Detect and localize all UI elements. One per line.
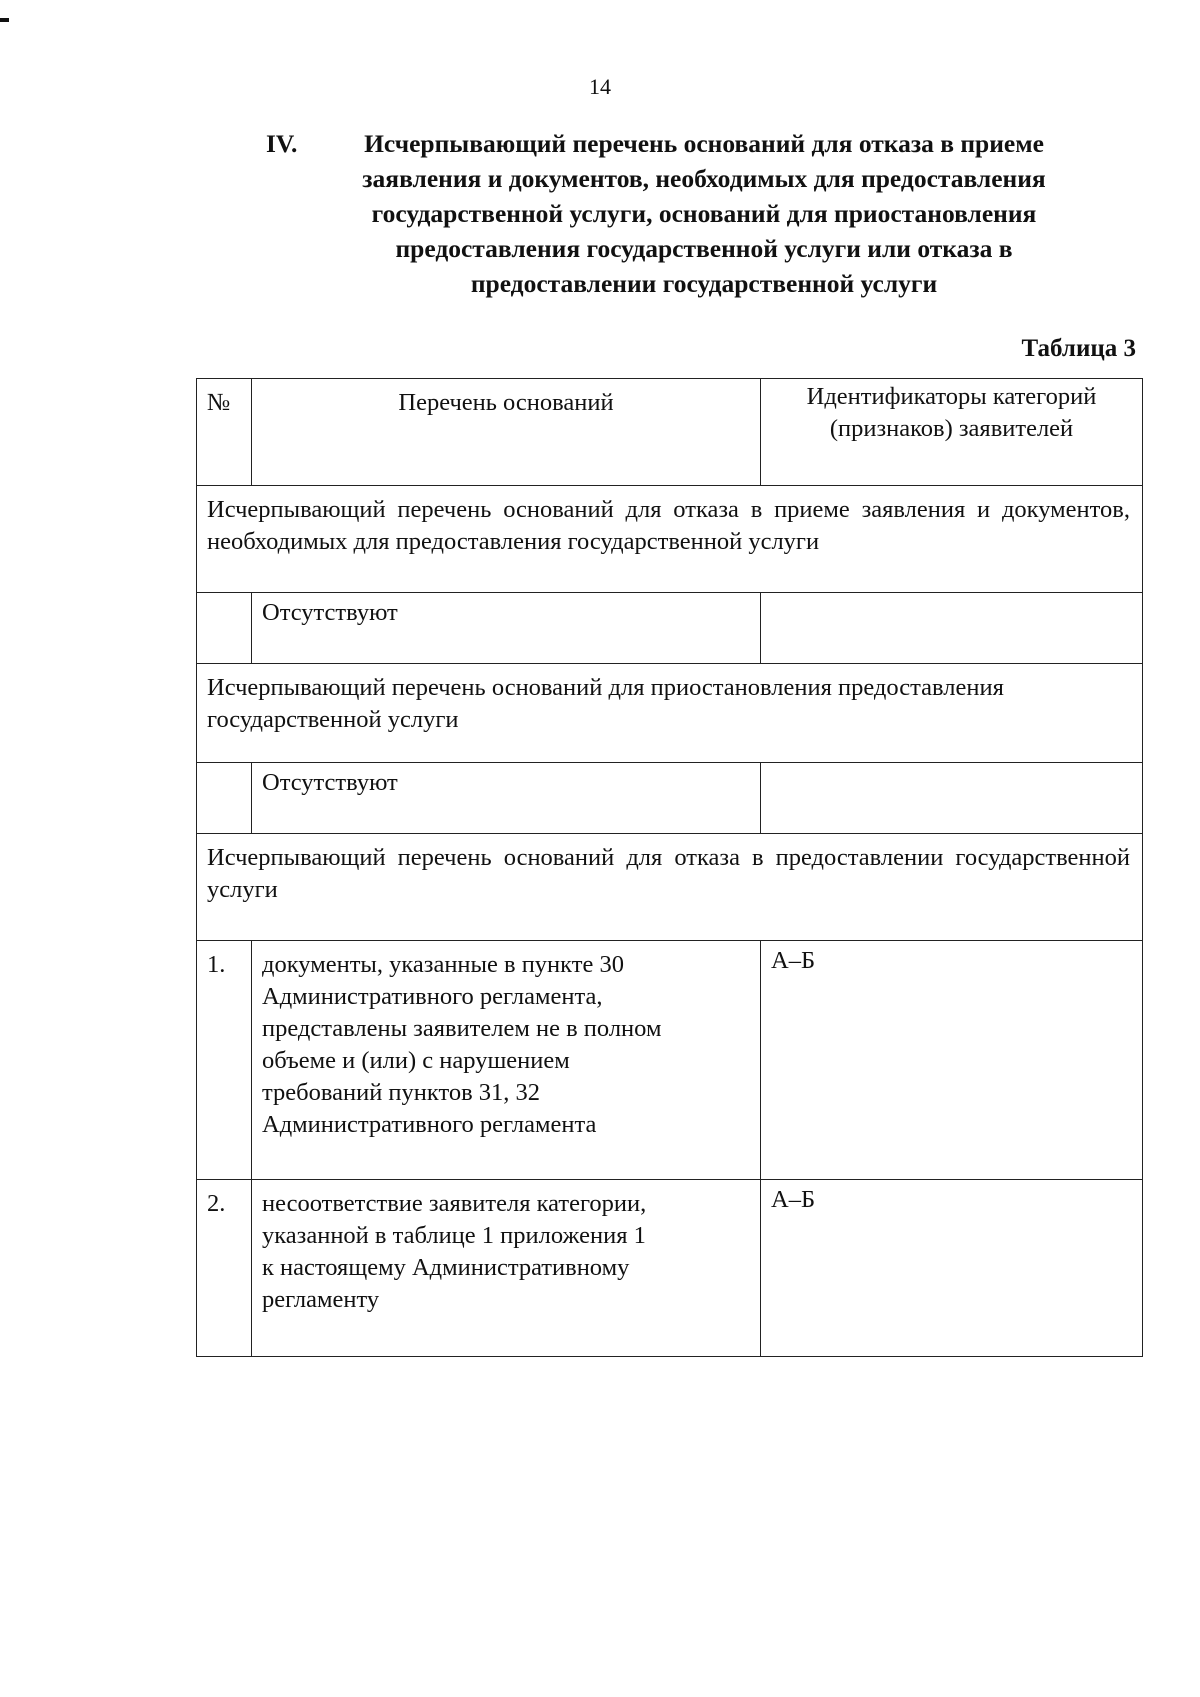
row-grounds-line: документы, указанные в пункте 30: [262, 951, 624, 978]
row-number: [197, 763, 252, 834]
page-number: 14: [589, 74, 611, 99]
row-identifiers: [761, 593, 1143, 664]
header-number: №: [197, 379, 252, 486]
table-row: [197, 763, 1143, 834]
row-grounds-line: объеме и (или) с нарушением: [262, 1047, 570, 1074]
section-title-line: предоставлении государственной услуги: [470, 269, 938, 298]
header-grounds: Перечень оснований: [252, 379, 761, 486]
section-numeral: IV.: [266, 129, 298, 158]
row-grounds-line: Административного регламента,: [262, 983, 603, 1010]
subsection-row: [197, 834, 1143, 941]
row-identifiers: А–Б: [761, 941, 1143, 1180]
table-header-row: [197, 379, 1143, 486]
row-grounds-line: указанной в таблице 1 приложения 1: [262, 1222, 646, 1249]
header-identifiers: [761, 379, 1143, 486]
subsection-text: Исчерпывающий перечень оснований для отказа в предоставлении государственной услуги: [207, 844, 1130, 903]
row-grounds: [252, 1180, 761, 1357]
scan-mark: [0, 18, 9, 22]
section-title-line: государственной услуги, оснований для приостановления: [371, 199, 1037, 228]
header-identifiers-line: Идентификаторы категорий: [806, 383, 1097, 410]
subsection-heading-refusal-acceptance: [197, 486, 1143, 593]
row-grounds-line: требований пунктов 31, 32: [262, 1079, 541, 1106]
section-title-line: заявления и документов, необходимых для предоставления: [362, 164, 1046, 193]
subsection-row: [197, 664, 1143, 763]
subsection-row: [197, 486, 1143, 593]
row-grounds-line: к настоящему Административному: [262, 1254, 630, 1281]
subsection-heading-refusal-provision: [197, 834, 1143, 941]
table-row: [197, 593, 1143, 664]
row-grounds: Отсутствуют: [252, 763, 761, 834]
row-grounds-line: несоответствие заявителя категории,: [262, 1190, 647, 1217]
row-number: 1.: [197, 941, 252, 1180]
table-row: [197, 1180, 1143, 1357]
section-title-line: предоставления государственной услуги или отказа в: [395, 234, 1013, 263]
row-number: 2.: [197, 1180, 252, 1357]
row-identifiers: А–Б: [761, 1180, 1143, 1357]
grounds-table: [196, 378, 1143, 1357]
row-grounds-line: представлены заявителем не в полном: [262, 1015, 662, 1042]
table-row: [197, 941, 1143, 1180]
row-grounds: [252, 941, 761, 1180]
table-label: Таблица 3: [1021, 335, 1136, 362]
section-title-line: Исчерпывающий перечень оснований для отказа в приеме: [364, 129, 1044, 158]
subsection-text: Исчерпывающий перечень оснований для отказа в приеме заявления и документов, необходимых для предоставления государственной услуги: [207, 496, 1130, 555]
row-grounds-line: регламенту: [262, 1286, 380, 1313]
header-identifiers-line: (признаков) заявителей: [829, 415, 1074, 442]
subsection-text: Исчерпывающий перечень оснований для приостановления предоставления государственной услуги: [207, 674, 1004, 733]
row-grounds: Отсутствуют: [252, 593, 761, 664]
row-grounds-line: Административного регламента: [262, 1111, 597, 1138]
subsection-heading-suspension: [197, 664, 1143, 763]
section-title: [304, 126, 1104, 301]
row-number: [197, 593, 252, 664]
row-identifiers: [761, 763, 1143, 834]
